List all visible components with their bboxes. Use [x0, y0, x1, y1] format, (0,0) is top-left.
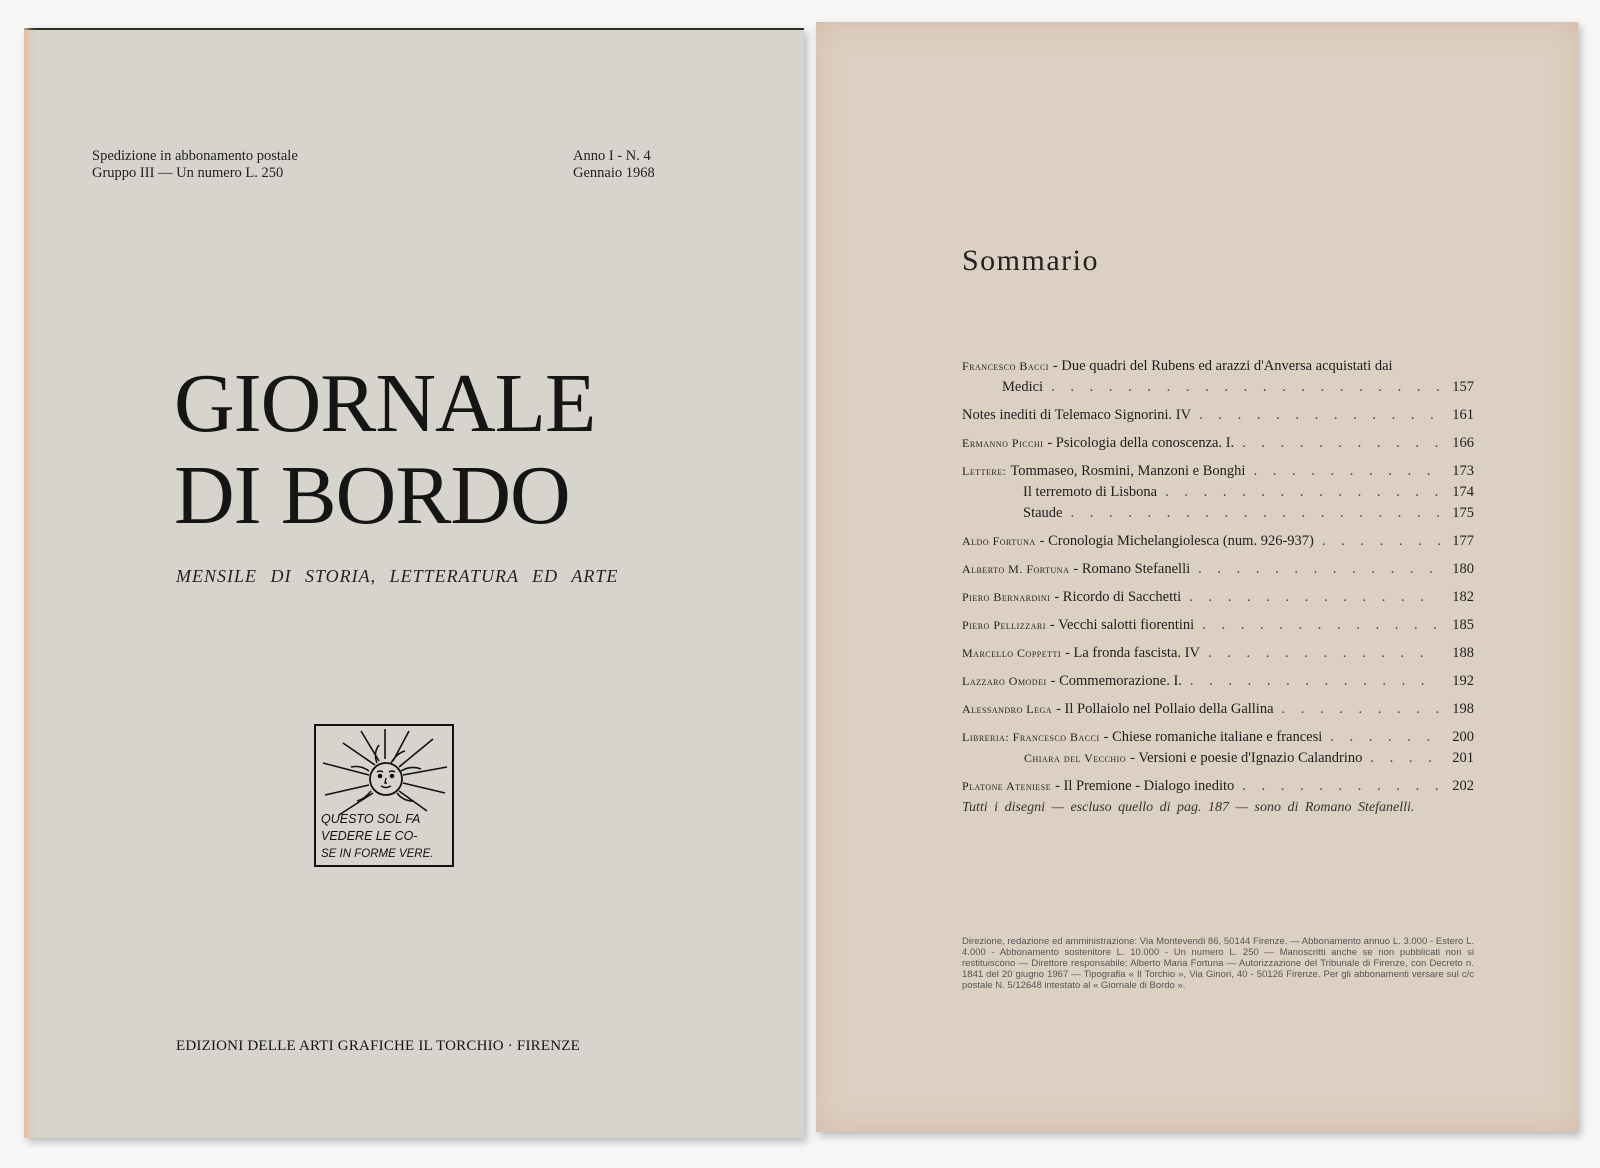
magazine-cover: [24, 28, 804, 1138]
toc-entry: [962, 728, 1474, 746]
toc-author: Piero Bernardini: [962, 590, 1051, 604]
postal-line-2: Gruppo III — Un numero L. 250: [92, 165, 284, 181]
toc-page: 173: [1452, 463, 1474, 479]
toc-text: - Due quadri del Rubens ed arazzi d'Anversa acquistati dai: [1052, 358, 1393, 374]
toc-entry: [962, 406, 1474, 424]
title-line-2: DI BORDO: [174, 449, 570, 542]
toc-entry-continuation: [962, 378, 1474, 396]
toc-text: Medici: [1002, 379, 1044, 395]
toc-page: 201: [1452, 750, 1474, 766]
toc-text: - Chiese romaniche italiane e francesi: [1103, 729, 1323, 745]
toc-page: 202: [1452, 778, 1474, 794]
toc-text: - Ricordo di Sacchetti: [1054, 589, 1182, 605]
colophon: Direzione, redazione ed amministrazione: Via Montevendi 86, 50144 Firenze. — Abbonamento annuo L. 3.000 - Estero L. 4.000 - Abbonamento sostenitore L. 10.000 - Un numero L. 250 — Manoscritti anche se non pubblicati non si restituiscono — Direttore responsabile: Alberto Maria Fortuna — Autorizzazione del Tribunale di Firenze, con Decreto n. 1841 del 20 giugno 1967 — Tipografia « Il Torchio », Via Ginori, 40 - 50126 Firenze. Per gli abbonamenti versare sul c/c postale N. 5/12648 intestato al « Giornale di Bordo ».: [962, 936, 1474, 991]
magazine-subtitle: MENSILE DI STORIA, LETTERATURA ED ARTE: [176, 566, 619, 586]
motto-line-1: QUESTO SOL FA: [321, 812, 421, 826]
toc-entry: [962, 504, 1474, 522]
magazine-title: [174, 358, 595, 542]
toc-entry: [962, 749, 1474, 767]
toc-page: 175: [1452, 505, 1474, 521]
toc-author: Platone Ateniese: [962, 779, 1052, 793]
toc-page: 188: [1452, 645, 1474, 661]
toc-author: Lazzaro Omodei: [962, 674, 1047, 688]
illustrations-note: Tutti i disegni — escluso quello di pag. 187 — sono di Romano Stefanelli.: [962, 800, 1415, 815]
toc-text: Tommaseo, Rosmini, Manzoni e Bonghi: [1010, 463, 1246, 479]
contents-page: [816, 22, 1578, 1132]
toc-text: Il terremoto di Lisbona: [1023, 484, 1158, 500]
toc-page: 166: [1452, 435, 1474, 451]
postal-line-1: Spedizione in abbonamento postale: [92, 148, 298, 164]
toc-text: - Vecchi salotti fiorentini: [1049, 617, 1195, 633]
issue-line-1: Anno I - N. 4: [573, 148, 651, 164]
toc-text: Staude: [1023, 505, 1063, 521]
toc-author: Marcello Coppetti: [962, 646, 1062, 660]
toc-entry: [962, 777, 1474, 795]
toc-entry: [962, 644, 1474, 662]
toc-text: - Il Premione - Dialogo inedito: [1055, 778, 1235, 794]
issue-info: [573, 148, 655, 182]
publisher-line: EDIZIONI DELLE ARTI GRAFICHE IL TORCHIO · FIRENZE: [176, 1038, 580, 1054]
toc-page: 198: [1452, 701, 1474, 717]
issue-line-2: Gennaio 1968: [573, 165, 655, 181]
toc-text: - La fronda fascista. IV: [1065, 645, 1200, 661]
toc-author: Ermanno Picchi: [962, 436, 1044, 450]
toc-author: Alberto M. Fortuna: [962, 562, 1070, 576]
toc-entry: [962, 462, 1474, 480]
toc-entry: [962, 672, 1474, 690]
toc-entry: [962, 588, 1474, 606]
toc-author: Francesco Bacci: [962, 359, 1049, 373]
contents-title: Sommario: [962, 244, 1099, 277]
toc-page: 200: [1452, 729, 1474, 745]
motto-line-2: VEDERE LE CO-: [321, 829, 418, 843]
toc-entry: [962, 700, 1474, 718]
toc-text: - Psicologia della conoscenza. I.: [1047, 435, 1235, 451]
toc-entry: [962, 616, 1474, 634]
toc-text: - Romano Stefanelli: [1073, 561, 1191, 577]
toc-text: - Versioni e poesie d'Ignazio Calandrino: [1130, 750, 1363, 766]
toc-author: Chiara del Vecchio: [1024, 751, 1127, 765]
toc-entry: [962, 483, 1474, 501]
toc-page: 180: [1452, 561, 1474, 577]
sun-emblem-icon: [313, 723, 455, 869]
toc-page: 177: [1452, 533, 1474, 549]
toc-author: Alessandro Lega: [962, 702, 1053, 716]
toc-page: 174: [1452, 484, 1474, 500]
toc-text: - Cronologia Michelangiolesca (num. 926-937): [1039, 533, 1314, 549]
toc-text: Notes inediti di Telemaco Signorini. IV: [962, 407, 1192, 423]
title-line-1: GIORNALE: [174, 357, 596, 450]
toc-author: Piero Pellizzari: [962, 618, 1046, 632]
toc-page: 182: [1452, 589, 1474, 605]
toc-author: Aldo Fortuna: [962, 534, 1036, 548]
motto-line-3: SE IN FORME VERE.: [321, 848, 434, 860]
toc-page: 157: [1452, 379, 1474, 395]
toc-author: Libreria: Francesco Bacci: [962, 730, 1100, 744]
toc-author: Lettere:: [962, 464, 1007, 478]
toc-entry: [962, 532, 1474, 550]
toc-entry: [962, 560, 1474, 578]
toc-text: - Commemorazione. I.: [1050, 673, 1182, 689]
toc-page: 161: [1452, 407, 1474, 423]
toc-page: 192: [1452, 673, 1474, 689]
toc-text: - Il Pollaiolo nel Pollaio della Gallina: [1056, 701, 1274, 717]
toc-page: 185: [1452, 617, 1474, 633]
contents-list: [962, 357, 1474, 805]
toc-entry: [962, 357, 1474, 375]
postal-info: [92, 148, 298, 182]
toc-entry: [962, 434, 1474, 452]
